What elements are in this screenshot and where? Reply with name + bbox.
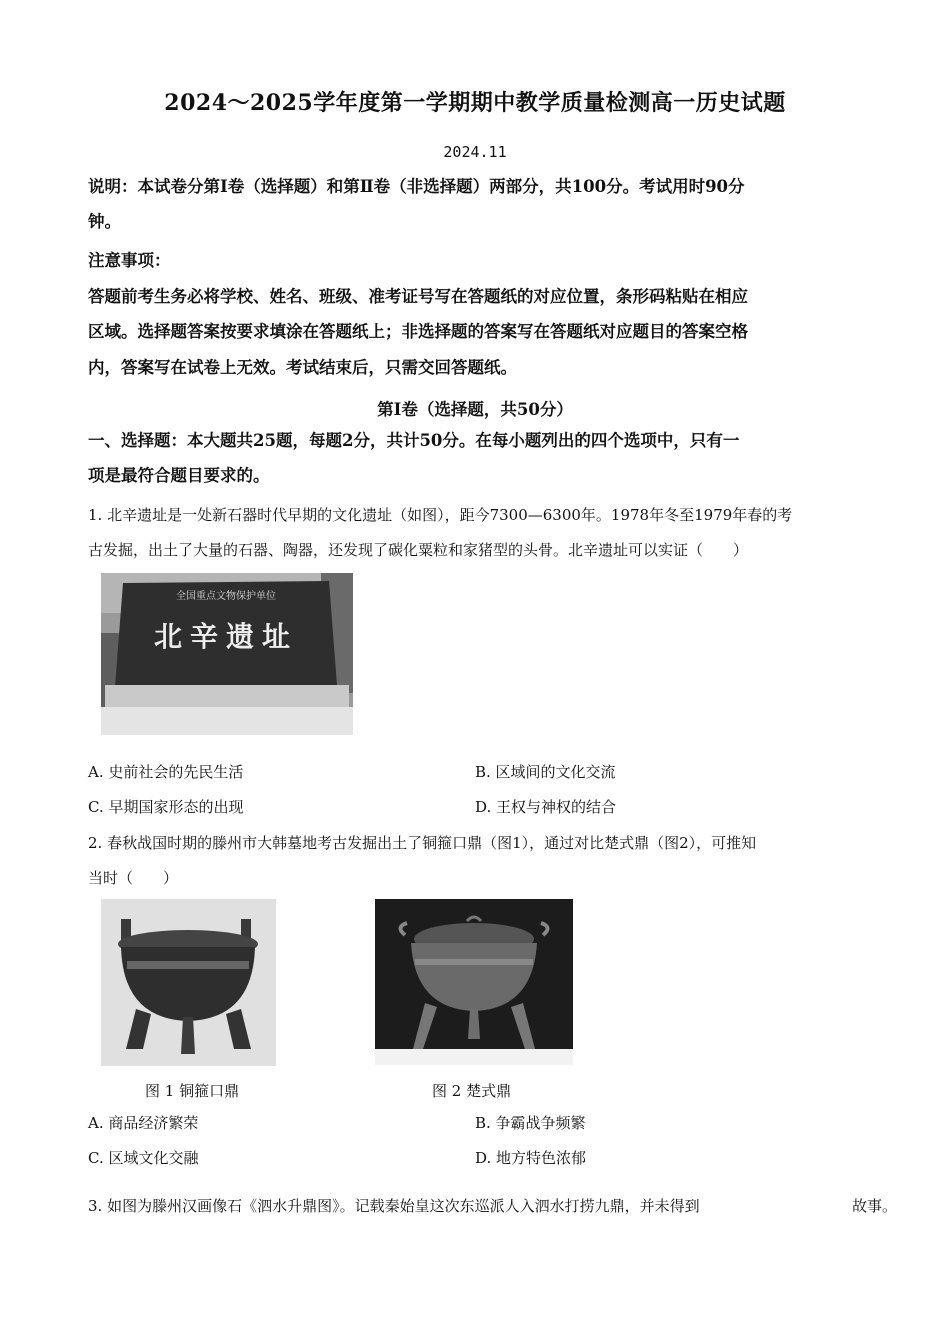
q2-stem-line-2: 当时（ ） (88, 869, 179, 887)
instructions-line-2: 钟。 (88, 212, 121, 231)
stele-main-inscription: 北辛遗址 (153, 620, 298, 653)
q3-stem-line-1: 3. 如图为滕州汉画像石《泗水升鼎图》。记载秦始皇这次东巡派人入泗水打捞九鼎，并未得到 (88, 1197, 700, 1215)
q1-stem-line-2: 古发掘，出土了大量的石器、陶器，还发现了碳化粟粒和家猪型的头骨。北辛遗址可以实证（ ） (88, 541, 749, 559)
q2-option-d[interactable]: D. 地方特色浓郁 (475, 1149, 587, 1167)
q1-option-b[interactable]: B. 区域间的文化交流 (475, 763, 616, 781)
instructions-line-1: 说明：本试卷分第Ⅰ卷（选择题）和第Ⅱ卷（非选择题）两部分，共100分。考试用时90分 (88, 177, 745, 196)
notes-heading: 注意事项： (88, 251, 171, 270)
q2-option-c[interactable]: C. 区域文化交融 (88, 1149, 199, 1167)
notes-line-2: 区域。选择题答案按要求填涂在答题纸上；非选择题的答案写在答题纸对应题目的答案空格 (88, 322, 748, 341)
notes-line-1: 答题前考生务必将学校、姓名、班级、准考证号写在答题纸的对应位置，条形码粘贴在相应 (88, 287, 748, 306)
q2-stem-line-1: 2. 春秋战国时期的滕州市大韩墓地考古发掘出土了铜箍口鼎（图1），通过对比楚式鼎（图2），可推知 (88, 834, 757, 852)
bronze-ding-figure-1 (101, 899, 276, 1066)
q2-option-b[interactable]: B. 争霸战争频繁 (475, 1114, 586, 1132)
page-title: 2024～2025学年度第一学期期中教学质量检测高一历史试题 (164, 90, 786, 116)
figure-2-caption: 图 2 楚式鼎 (432, 1082, 512, 1100)
notes-line-3: 内，答案写在试卷上无效。考试结束后，只需交回答题纸。 (88, 358, 517, 377)
bronze-ding-figure-2 (375, 899, 573, 1065)
beixin-stele-photo (101, 573, 353, 735)
section-title: 第Ⅰ卷（选择题，共50分） (377, 400, 573, 419)
q1-option-d[interactable]: D. 王权与神权的结合 (475, 798, 617, 816)
q3-stem-line-1-end: 故事。 (852, 1197, 898, 1215)
q2-option-a[interactable]: A. 商品经济繁荣 (88, 1114, 199, 1132)
q1-option-c[interactable]: C. 早期国家形态的出现 (88, 798, 244, 816)
ding-illustration-1 (101, 899, 276, 1066)
stele-small-inscription: 全国重点文物保护单位 (176, 591, 276, 602)
figure-1-caption: 图 1 铜箍口鼎 (145, 1082, 240, 1100)
ding-illustration-2 (375, 899, 573, 1065)
section-intro-line-1: 一、选择题：本大题共25题，每题2分，共计50分。在每小题列出的四个选项中，只有一 (88, 431, 740, 450)
q1-option-a[interactable]: A. 史前社会的先民生活 (88, 763, 244, 781)
section-intro-line-2: 项是最符合题目要求的。 (88, 466, 270, 485)
q1-stem-line-1: 1. 北辛遗址是一处新石器时代早期的文化遗址（如图），距今7300—6300年。1978年冬至1979年春的考 (88, 506, 793, 524)
exam-date: 2024.11 (443, 143, 507, 161)
